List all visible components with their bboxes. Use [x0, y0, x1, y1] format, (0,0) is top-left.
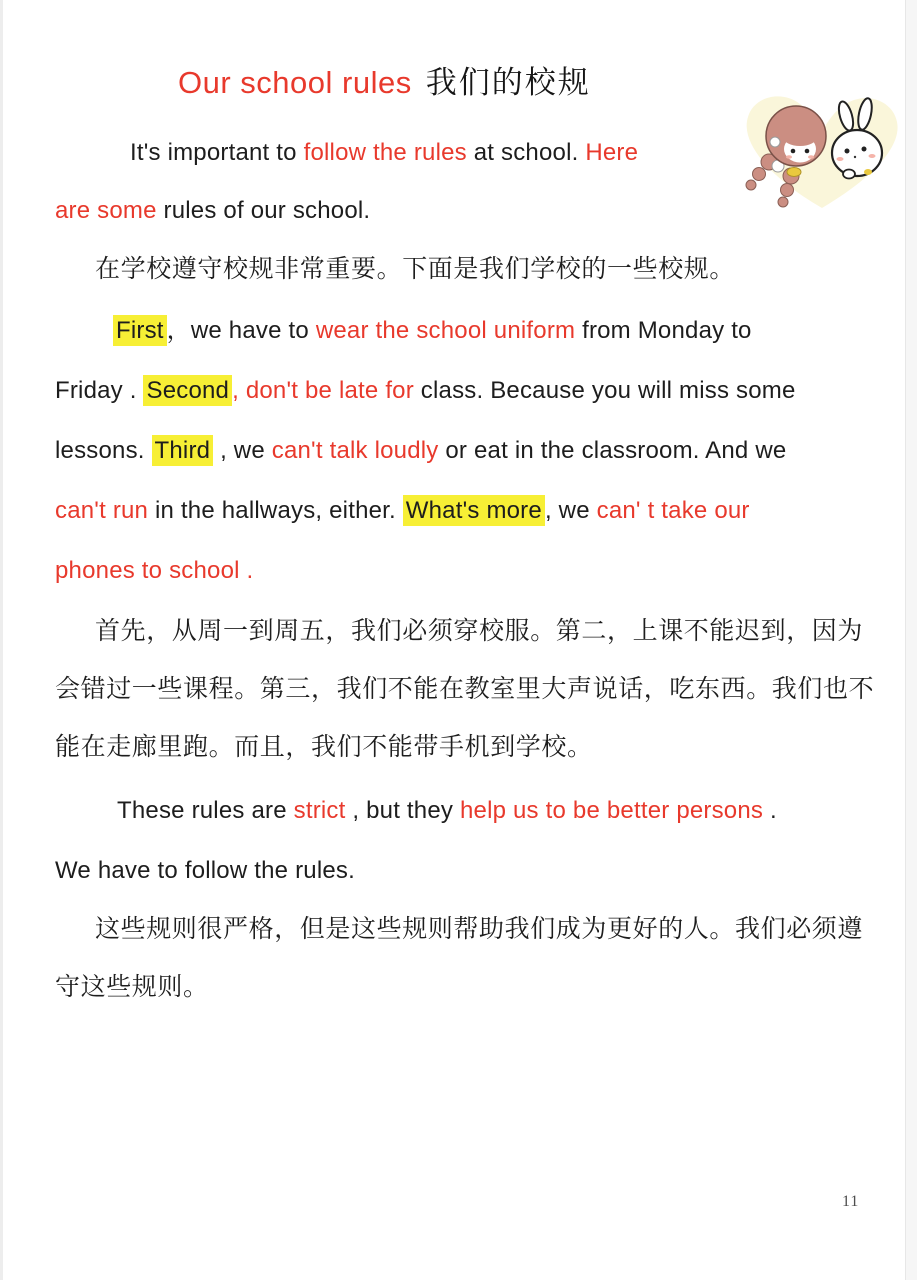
highlighted-keyword: First — [113, 315, 167, 346]
red-text: wear the school uniform — [315, 317, 576, 344]
body-text: It's important to — [130, 139, 304, 166]
intro-line-2 — [55, 196, 370, 226]
body-text: rules of our school. — [156, 197, 371, 224]
rules-chinese-line-3 — [55, 732, 593, 763]
body-text: 能在走廊里跑。而且，我们不能带手机到学校。 — [55, 733, 593, 761]
body-text: or eat in the classroom. And we — [438, 437, 787, 464]
red-text: , don't be late for — [232, 377, 414, 404]
body-text: 这些规则很严格，但是这些规则帮助我们成为更好的人。我们必须遵 — [95, 915, 864, 943]
page-number: 11 — [842, 1193, 860, 1210]
highlighted-keyword: Third — [152, 435, 214, 466]
rules-line-5 — [55, 556, 253, 586]
body-text: from Monday to — [575, 317, 752, 344]
red-text: help us to be better persons — [459, 797, 764, 824]
highlighted-keyword: Second — [143, 375, 232, 406]
body-text: class. Because you will miss some — [413, 377, 796, 404]
body-text: ，we have to — [166, 317, 316, 344]
conclusion-line-2 — [55, 856, 355, 886]
conclusion-chinese-line-1 — [95, 914, 863, 945]
red-text: follow the rules — [303, 139, 467, 166]
red-text: are some — [55, 197, 157, 224]
page-title — [178, 64, 591, 103]
rules-line-3 — [55, 436, 786, 466]
body-text: in the hallways, either. — [148, 497, 403, 524]
body-text: at school. — [466, 139, 586, 166]
rules-chinese-line-2 — [55, 674, 874, 705]
red-text: can't talk loudly — [271, 437, 439, 464]
body-text: These rules are — [117, 797, 294, 824]
rules-line-1 — [113, 316, 752, 346]
girl-and-rabbit-illustration — [732, 78, 912, 220]
rules-chinese-line-1 — [95, 616, 863, 647]
red-text: can't run — [55, 497, 149, 524]
body-text: . — [763, 797, 777, 824]
red-text: strict — [293, 797, 346, 824]
intro-chinese-line — [95, 254, 735, 285]
conclusion-chinese-line-2 — [55, 972, 209, 1003]
red-text: can' t take our — [596, 497, 750, 524]
rules-line-4 — [55, 496, 750, 526]
page-left-edge — [0, 0, 3, 1280]
conclusion-line-1 — [117, 796, 777, 826]
red-text: Here — [585, 139, 639, 166]
body-text: 首先，从周一到周五，我们必须穿校服。第二，上课不能迟到，因为 — [95, 617, 864, 645]
highlighted-keyword: What's more — [403, 495, 545, 526]
body-text: , we — [544, 497, 597, 524]
body-text: We have to follow the rules. — [55, 857, 355, 884]
rules-line-2 — [55, 376, 796, 406]
body-text: Friday . — [55, 377, 144, 404]
body-text: 在学校遵守校规非常重要。下面是我们学校的一些校规。 — [95, 255, 736, 283]
body-text: 守这些规则。 — [55, 973, 209, 1001]
title-english: Our school rules — [178, 65, 412, 100]
intro-line-1 — [130, 138, 638, 168]
title-chinese: 我们的校规 — [425, 65, 591, 100]
body-text: 会错过一些课程。第三，我们不能在教室里大声说话，吃东西。我们也不 — [55, 675, 875, 703]
body-text: , we — [213, 437, 272, 464]
red-text: phones to school . — [55, 557, 254, 584]
body-text: , but they — [345, 797, 460, 824]
body-text: lessons. — [55, 437, 152, 464]
